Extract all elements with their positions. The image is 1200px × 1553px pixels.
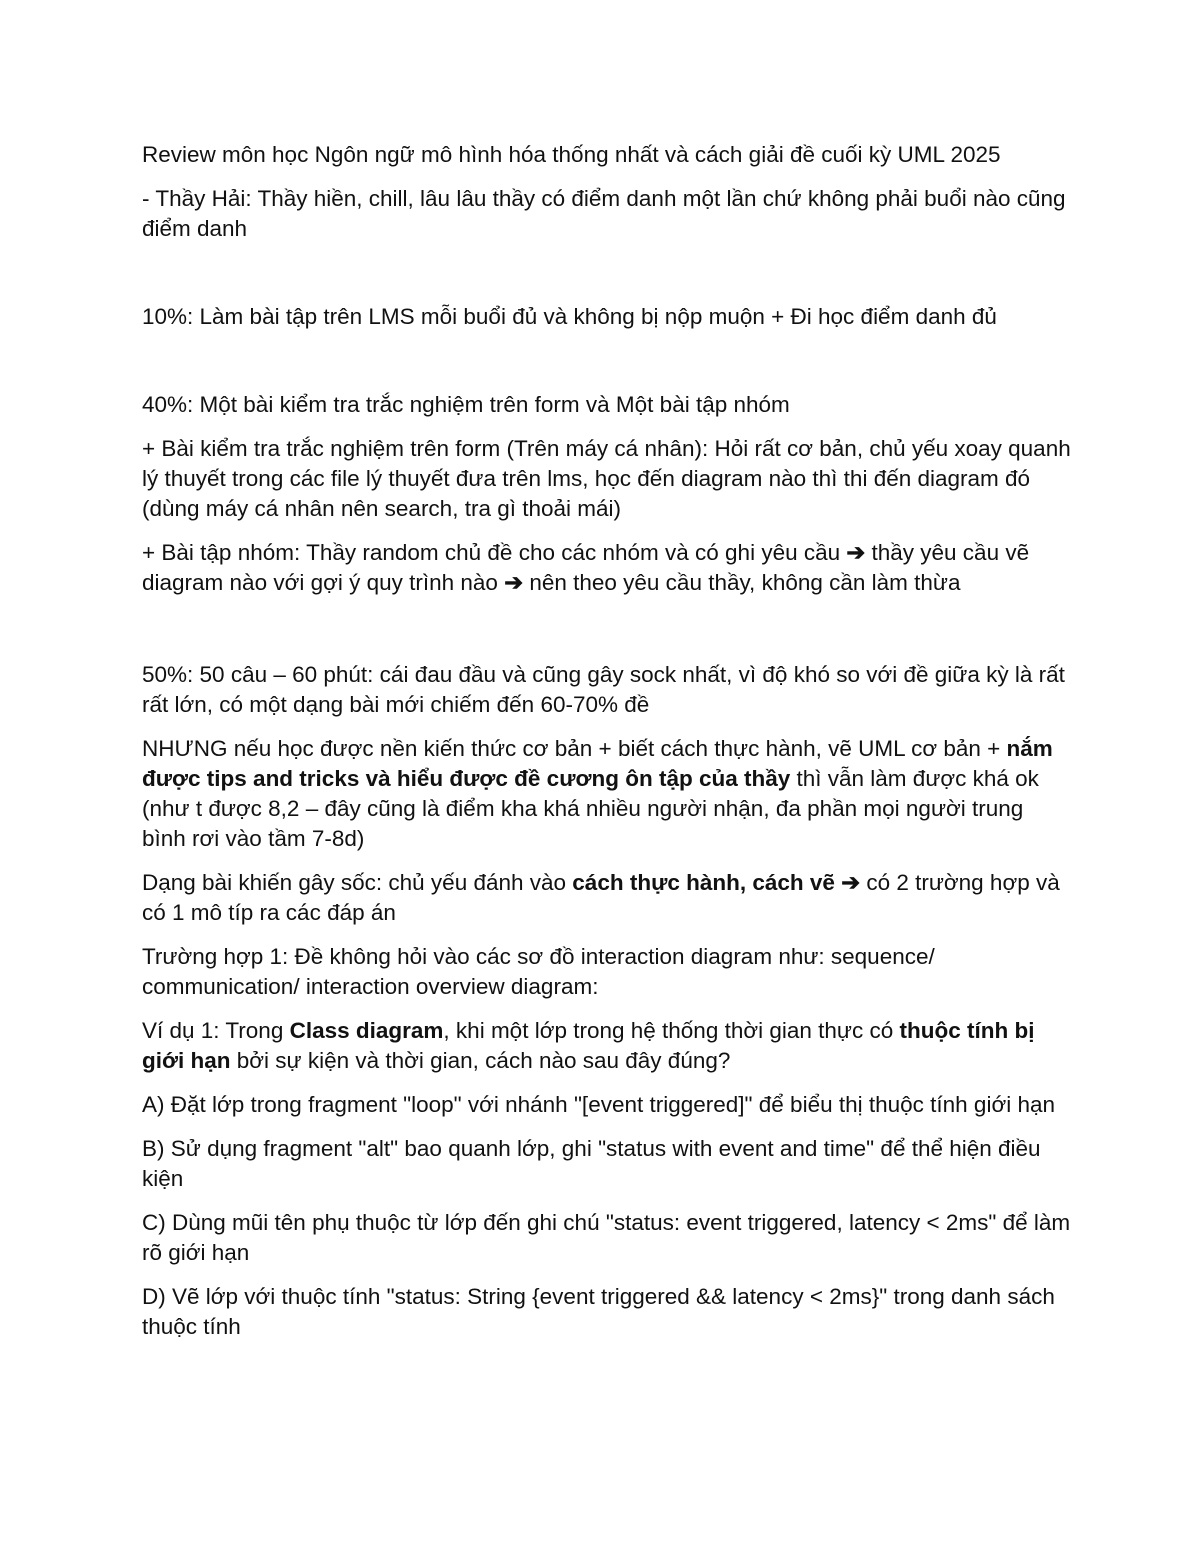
option-b: B) Sử dụng fragment "alt" bao quanh lớp, ghi "status with event and time" để thể hiện điều kiện	[142, 1136, 1041, 1191]
but-text-2: thì vẫn làm được khá ok (như t được 8,2 – đây cũng là điểm kha khá nhiều người nhận, đa phần mọi người trung bình rơi vào tầm 7-8d)	[142, 766, 1039, 851]
teacher-note: - Thầy Hải: Thầy hiền, chill, lâu lâu thầy có điểm danh một lần chứ không phải buổi nào cũng điểm danh	[142, 186, 1066, 241]
quiz-description: + Bài kiểm tra trắc nghiệm trên form (Trên máy cá nhân): Hỏi rất cơ bản, chủ yếu xoay quanh lý thuyết trong các file lý thuyết đưa trên lms, học đến diagram nào thì thi đến diagram đó (dùng máy cá nhân nên search, tra gì thoải mái)	[142, 436, 1071, 521]
example-text-1: Ví dụ 1: Trong	[142, 1018, 290, 1043]
but-bold: nắm được tips and tricks và hiểu được đề cương ôn tập của thầy	[142, 736, 1053, 791]
document-title: Review môn học Ngôn ngữ mô hình hóa thống nhất và cách giải đề cuối kỳ UML 2025	[142, 142, 1001, 167]
group-text-1: + Bài tập nhóm: Thầy random chủ đề cho các nhóm và có ghi yêu cầu	[142, 540, 847, 565]
group-assignment	[142, 538, 1072, 598]
shock-bold: cách thực hành, cách vẽ	[572, 870, 835, 895]
arrow-icon: ➔	[504, 570, 524, 595]
group-text-3: nên theo yêu cầu thầy, không cần làm thừa	[523, 570, 961, 595]
option-a: A) Đặt lớp trong fragment "loop" với nhánh "[event triggered]" để biểu thị thuộc tính giới hạn	[142, 1092, 1055, 1117]
document-page	[142, 140, 1072, 1356]
but-paragraph	[142, 734, 1072, 854]
arrow-icon: ➔	[841, 870, 861, 895]
grade-10-percent: 10%: Làm bài tập trên LMS mỗi buổi đủ và không bị nộp muộn + Đi học điểm danh đủ	[142, 304, 997, 329]
shock-text-2: có 2 trường hợp và có 1 mô típ ra các đáp án	[142, 870, 1060, 925]
group-text-2: thầy yêu cầu vẽ diagram nào với gợi ý quy trình nào	[142, 540, 1030, 595]
grade-50-percent: 50%: 50 câu – 60 phút: cái đau đầu và cũng gây sock nhất, vì độ khó so với đề giữa kỳ là rất rất lớn, có một dạng bài mới chiếm đến 60-70% đề	[142, 662, 1065, 717]
shock-paragraph	[142, 868, 1072, 928]
option-c: C) Dùng mũi tên phụ thuộc từ lớp đến ghi chú "status: event triggered, latency < 2ms" để làm rõ giới hạn	[142, 1210, 1071, 1265]
grade-40-percent: 40%: Một bài kiểm tra trắc nghiệm trên form và Một bài tập nhóm	[142, 392, 790, 417]
example-bold-2: thuộc tính bị giới hạn	[142, 1018, 1035, 1073]
option-d: D) Vẽ lớp với thuộc tính "status: String {event triggered && latency < 2ms}" trong danh sách thuộc tính	[142, 1284, 1055, 1339]
example-bold-1: Class diagram	[289, 1018, 444, 1043]
example-1-question	[142, 1016, 1072, 1076]
but-text-1: NHƯNG nếu học được nền kiến thức cơ bản + biết cách thực hành, vẽ UML cơ bản +	[142, 736, 1007, 761]
case-1: Trường hợp 1: Đề không hỏi vào các sơ đồ interaction diagram như: sequence/ communication/ interaction overview diagram:	[142, 944, 935, 999]
arrow-icon: ➔	[846, 540, 866, 565]
example-text-2: , khi một lớp trong hệ thống thời gian thực có	[443, 1018, 900, 1043]
shock-text-1: Dạng bài khiến gây sốc: chủ yếu đánh vào	[142, 870, 573, 895]
example-text-3: bởi sự kiện và thời gian, cách nào sau đây đúng?	[230, 1048, 731, 1073]
